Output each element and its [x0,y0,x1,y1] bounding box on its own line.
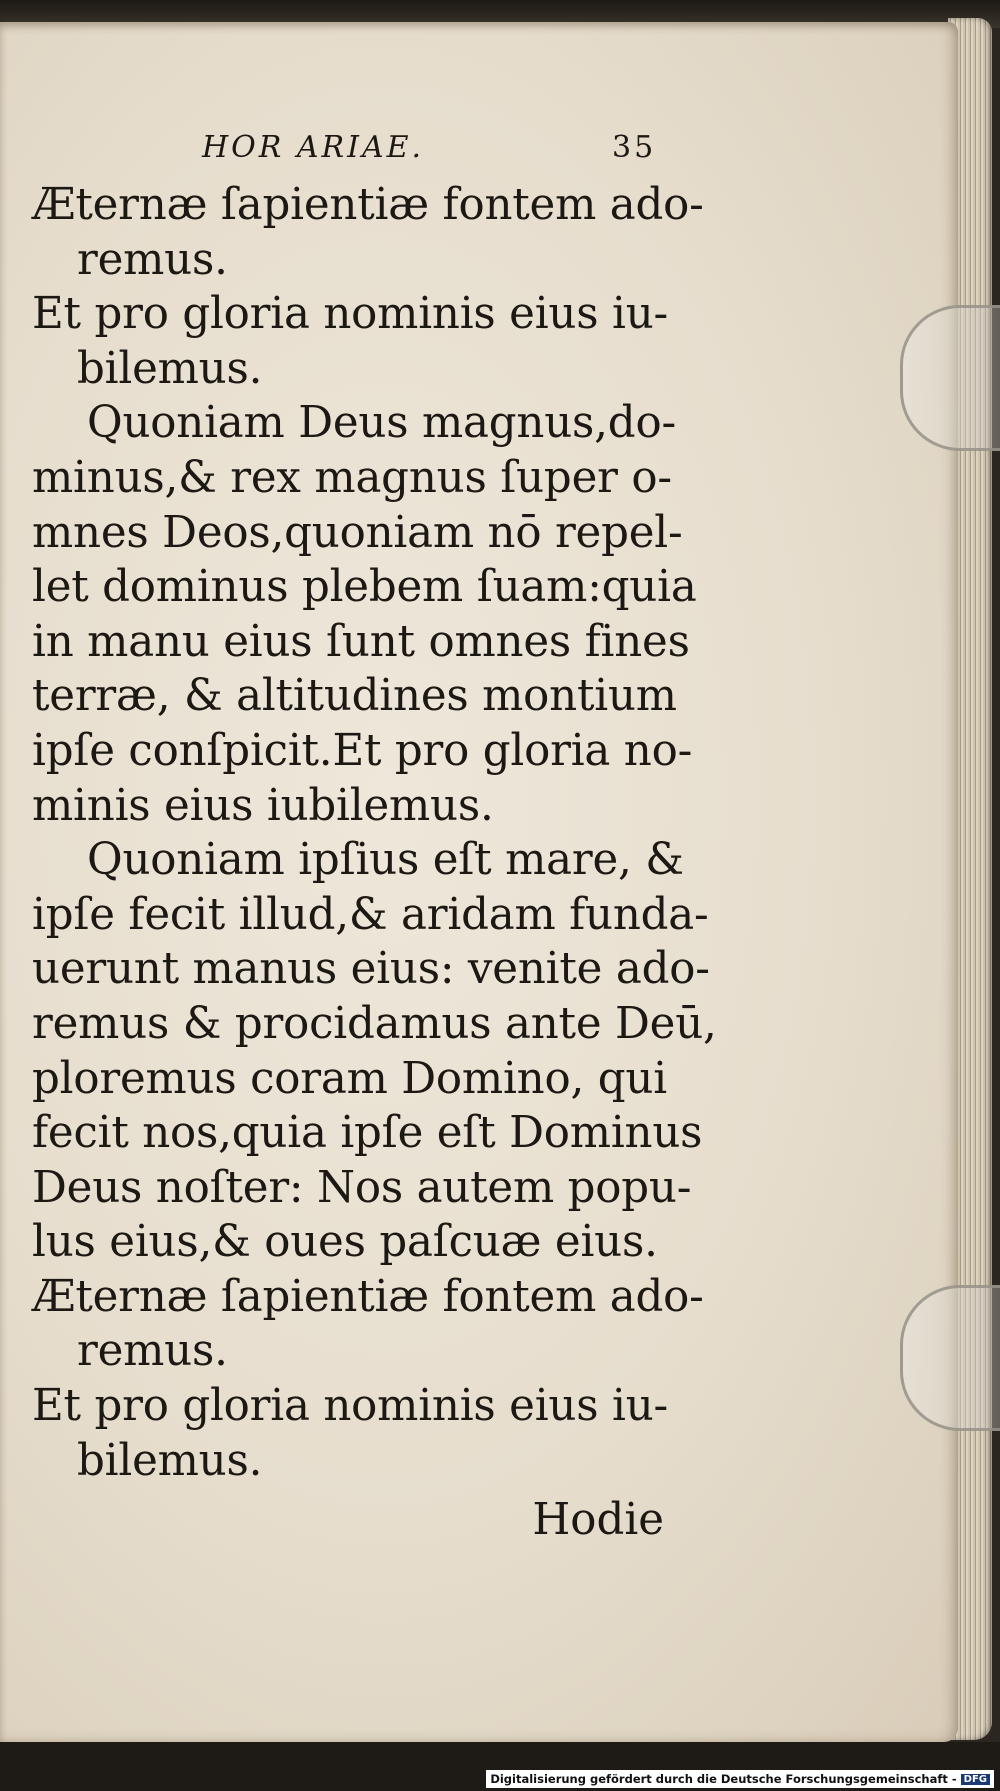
text-line: Æternæ ſapientiæ fontem ado- [32,1271,704,1322]
catchword: Hodie [532,1495,664,1546]
clasp-upper-icon [900,305,1000,451]
text-line: minus,& rex magnus ſuper o- [32,452,672,503]
text-line: remus. [77,234,228,285]
text-line: ipſe fecit illud,& aridam funda- [32,889,709,940]
text-line: Æternæ ſapientiæ fontem ado- [32,180,704,230]
text-line: Quoniam Deus magnus,do- [87,398,676,449]
text-line: let dominus plebem ſuam:quia [32,562,697,613]
clasp-lower-icon [900,1285,1000,1431]
text-line: bilemus. [77,343,263,394]
digitization-footer [486,1770,994,1788]
text-line: ipſe conſpicit.Et pro gloria no- [32,725,693,776]
text-line: Deus noſter: Nos autem popu- [32,1162,692,1213]
text-line: Et pro gloria nominis eius iu- [32,289,669,340]
text-line: remus & procidamus ante Deū, [32,998,717,1049]
running-head: HOR ARIAE. [202,130,425,165]
text-line: terræ, & altitudines montium [32,671,677,722]
text-line: remus. [77,1326,228,1377]
text-block [32,120,717,1550]
text-line: bilemus. [77,1435,263,1486]
text-line: mnes Deos,quoniam nō repel- [32,507,683,558]
text-line: lus eius,& oues paſcuæ eius. [32,1217,658,1268]
text-line: in manu eius ſunt omnes fines [32,616,690,667]
text-line: ploremus coram Domino, qui [32,1053,667,1104]
text-line: Et pro gloria nominis eius iu- [32,1381,669,1432]
page-number: 35 [612,130,657,165]
dfg-logo-icon: DFG [961,1774,990,1785]
text-line: Quoniam ipſius eſt mare, & [87,835,684,886]
text-line: uerunt manus eius: venite ado- [32,944,710,995]
text-line: minis eius iubilemus. [32,780,494,831]
footer-text: Digitalisierung gefördert durch die Deutsche Forschungsgemeinschaft - [490,1772,957,1786]
text-line: fecit nos,quia ipſe eſt Dominus [32,1108,703,1159]
page-header [32,120,672,178]
